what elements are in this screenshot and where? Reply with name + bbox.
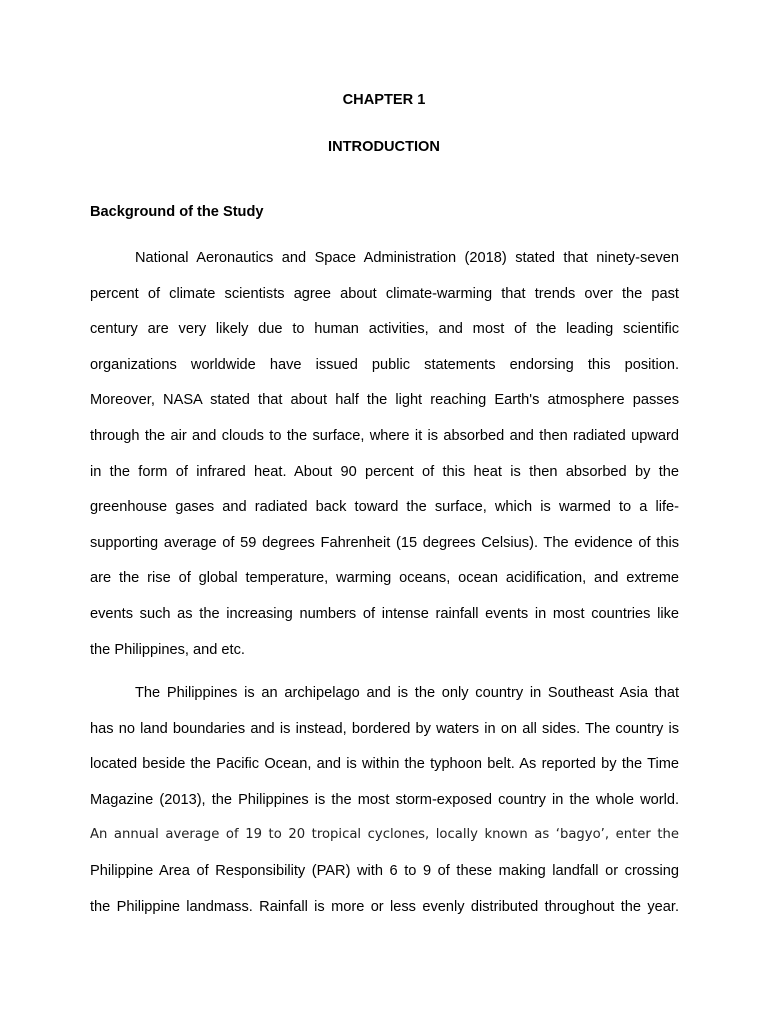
paragraph-line: the Philippine landmass. Rainfall is more or less evenly distributed throughout the year. [90, 898, 679, 915]
paragraph-line: the Philippines, and etc. [90, 641, 245, 658]
paragraph-line: Philippine Area of Responsibility (PAR) with 6 to 9 of these making landfall or crossing [90, 862, 679, 879]
paragraph-line: organizations worldwide have issued public statements endorsing this position. [90, 356, 679, 373]
paragraph-line: are the rise of global temperature, warming oceans, ocean acidification, and extreme [90, 570, 679, 587]
paragraph-line: century are very likely due to human activities, and most of the leading scientific [90, 321, 679, 338]
paragraph-line: The Philippines is an archipelago and is the only country in Southeast Asia that [135, 685, 679, 701]
paragraph-line: greenhouse gases and radiated back toward the surface, which is warmed to a life- [90, 499, 679, 516]
paragraph-line: Magazine (2013), the Philippines is the most storm-exposed country in the whole world. [90, 791, 679, 808]
paragraph-line: through the air and clouds to the surface, where it is absorbed and then radiated upward [90, 427, 679, 444]
paragraph-line: in the form of infrared heat. About 90 percent of this heat is then absorbed by the [90, 463, 679, 480]
paragraph-line: An annual average of 19 to 20 tropical cyclones, locally known as ‘bagyo’, enter the [90, 827, 679, 843]
paragraph-line: percent of climate scientists agree about climate-warming that trends over the past [90, 285, 679, 302]
paragraph-line: has no land boundaries and is instead, bordered by waters in on all sides. The country is [90, 720, 679, 737]
paragraph-2 [90, 683, 679, 932]
paragraph-line: National Aeronautics and Space Administration (2018) stated that ninety-seven [135, 250, 679, 266]
paragraph-line: supporting average of 59 degrees Fahrenheit (15 degrees Celsius). The evidence of this [90, 534, 679, 551]
paragraph-line: located beside the Pacific Ocean, and is within the typhoon belt. As reported by the Time [90, 756, 679, 773]
section-heading: Background of the Study [90, 204, 264, 220]
chapter-title: INTRODUCTION [328, 139, 440, 155]
paragraph-line: Moreover, NASA stated that about half the light reaching Earth's atmosphere passes [90, 392, 679, 409]
paragraph-line: events such as the increasing numbers of intense rainfall events in most countries like [90, 605, 679, 622]
paragraph-1 [90, 248, 679, 675]
chapter-number: CHAPTER 1 [342, 92, 426, 108]
